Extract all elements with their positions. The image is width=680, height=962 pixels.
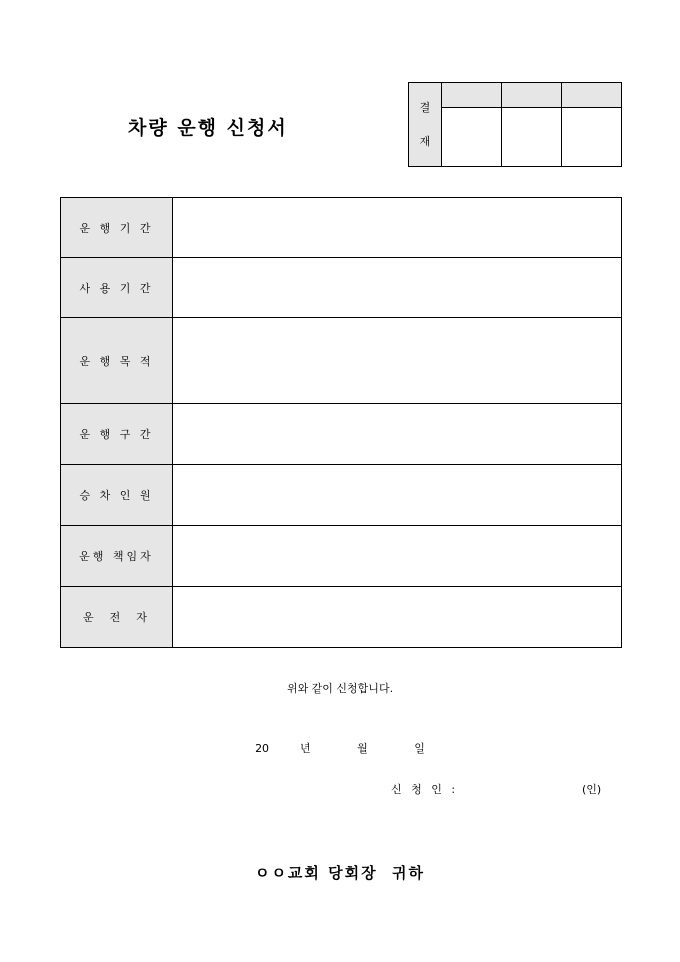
field-label: 운 행 목 적: [61, 318, 173, 404]
form-row-passengers: [61, 465, 622, 526]
approval-label: [409, 83, 442, 167]
field-value-operation-period[interactable]: [172, 198, 621, 258]
approval-label-top: 결: [419, 100, 431, 114]
approval-sign-cell-1[interactable]: [442, 108, 502, 167]
form-row-usage-period: [61, 258, 622, 318]
field-value-responsible-person[interactable]: [172, 526, 621, 587]
field-label: 운행 책임자: [61, 526, 173, 587]
field-label: 승 차 인 원: [61, 465, 173, 526]
field-value-purpose[interactable]: [172, 318, 621, 404]
field-value-passengers[interactable]: [172, 465, 621, 526]
field-label: 운 행 기 간: [61, 198, 173, 258]
approval-sign-cell-3[interactable]: [562, 108, 622, 167]
approval-header-cell-1: [442, 83, 502, 108]
field-label: 운 행 구 간: [61, 404, 173, 465]
field-label: 운 전 자: [61, 587, 173, 648]
document-title: 차량 운행 신청서: [128, 117, 288, 139]
recipient-line: ㅇㅇ교회 당회장 귀하: [254, 864, 426, 882]
form-row-driver: [61, 587, 622, 648]
field-value-usage-period[interactable]: [172, 258, 621, 318]
field-value-route[interactable]: [172, 404, 621, 465]
approval-box: [408, 82, 622, 167]
approval-header-cell-3: [562, 83, 622, 108]
approval-header-cell-2: [502, 83, 562, 108]
form-row-purpose: [61, 318, 622, 404]
form-row-operation-period: [61, 198, 622, 258]
field-label: 사 용 기 간: [61, 258, 173, 318]
applicant-label: 신 청 인 :: [391, 783, 459, 796]
date-line: 20 년 월 일: [255, 742, 425, 755]
confirmation-text: 위와 같이 신청합니다.: [286, 682, 394, 695]
approval-label-bottom: 재: [419, 134, 431, 148]
form-row-route: [61, 404, 622, 465]
application-form: [60, 197, 622, 648]
field-value-driver[interactable]: [172, 587, 621, 648]
seal-mark: (인): [582, 783, 602, 796]
form-row-responsible-person: [61, 526, 622, 587]
approval-sign-cell-2[interactable]: [502, 108, 562, 167]
